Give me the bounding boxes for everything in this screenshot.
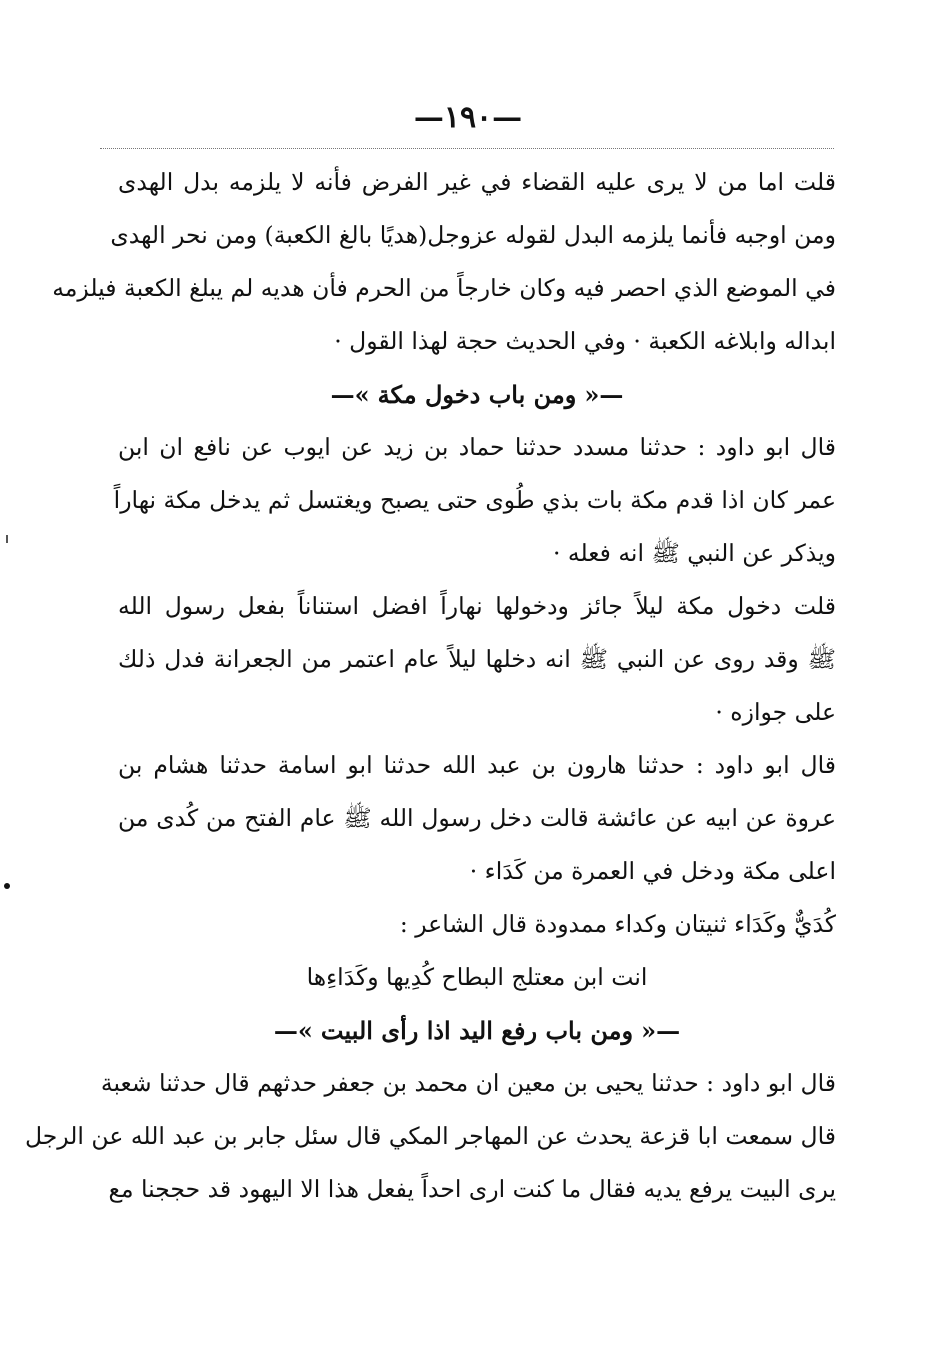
- text-line-12: قال ابو داود : حدثنا هارون بن عبد الله حدثنا ابو اسامة حدثنا هشام بن: [118, 751, 836, 779]
- ornament-right: —«: [584, 380, 624, 409]
- section-heading-entering-mecca: [118, 368, 836, 421]
- page-number: —١٩٠—: [413, 100, 523, 135]
- section-heading-raising-hands: [118, 1004, 836, 1057]
- text-line-18: قال ابو داود : حدثنا يحيى بن معين ان محمد بن جعفر حدثهم قال حدثنا شعبة: [100, 1069, 836, 1097]
- section-heading-text: ومن باب رفع اليد اذا رأى البيت: [320, 1016, 634, 1045]
- text-line-9: قلت دخول مكة ليلاً جائز ودخولها نهاراً افضل استناناً بفعل رسول الله: [118, 592, 836, 620]
- text-line-15: كُدَيٌّ وكَدَاء ثنيتان وكداء ممدودة قال الشاعر :: [399, 910, 836, 938]
- ornament-right: —«: [641, 1016, 681, 1045]
- text-line-3: في الموضع الذي احصر فيه وكان خارجاً من الحرم فأن هديه لم يبلغ الكعبة فيلزمه: [52, 274, 836, 302]
- poem-verse: انت ابن معتلج البطاح كُدِيها وكَدَاءِها: [306, 963, 648, 991]
- section-heading-text: ومن باب دخول مكة: [377, 380, 577, 409]
- scan-edge-mark: [4, 883, 10, 889]
- text-line-7: عمر كان اذا قدم مكة بات بذي طُوى حتى يصبح ويغتسل ثم يدخل مكة نهاراً: [113, 486, 836, 514]
- text-line-10: ﷺ وقد روى عن النبي ﷺ انه دخلها ليلاً عام اعتمر من الجعرانة فدل ذلك: [118, 645, 836, 673]
- scan-edge-tick: [6, 535, 8, 543]
- ornament-left: »—: [330, 380, 370, 409]
- text-line-13: عروة عن ابيه عن عائشة قالت دخل رسول الله ﷺ عام الفتح من كُدى من: [118, 804, 836, 832]
- text-line-11: على جوازه ·: [715, 698, 836, 726]
- ornament-left: »—: [273, 1016, 313, 1045]
- text-line-4: ابداله وابلاغه الكعبة · وفي الحديث حجة لهذا القول ·: [334, 327, 836, 355]
- text-line-20: يرى البيت يرفع يديه فقال ما كنت ارى احداً يفعل هذا الا اليهود قد حججنا مع: [108, 1175, 836, 1203]
- text-line-14: اعلى مكة ودخل في العمرة من كَدَاء ·: [469, 857, 836, 885]
- text-line-6: قال ابو داود : حدثنا مسدد حدثنا حماد بن زيد عن ايوب عن نافع ان ابن: [118, 433, 836, 461]
- text-line-1: قلت اما من لا يرى عليه القضاء في غير الفرض فأنه لا يلزمه بدل الهدى: [118, 168, 836, 196]
- text-line-8: ويذكر عن النبي ﷺ انه فعله ·: [552, 539, 836, 567]
- header-rule: [100, 148, 834, 149]
- text-line-19: قال سمعت ابا قزعة يحدث عن المهاجر المكي قال سئل جابر بن عبد الله عن الرجل: [24, 1122, 836, 1150]
- text-line-2: ومن اوجبه فأنما يلزمه البدل لقوله عزوجل(هديًا بالغ الكعبة) ومن نحر الهدى: [110, 221, 836, 249]
- page-body: [24, 156, 836, 1216]
